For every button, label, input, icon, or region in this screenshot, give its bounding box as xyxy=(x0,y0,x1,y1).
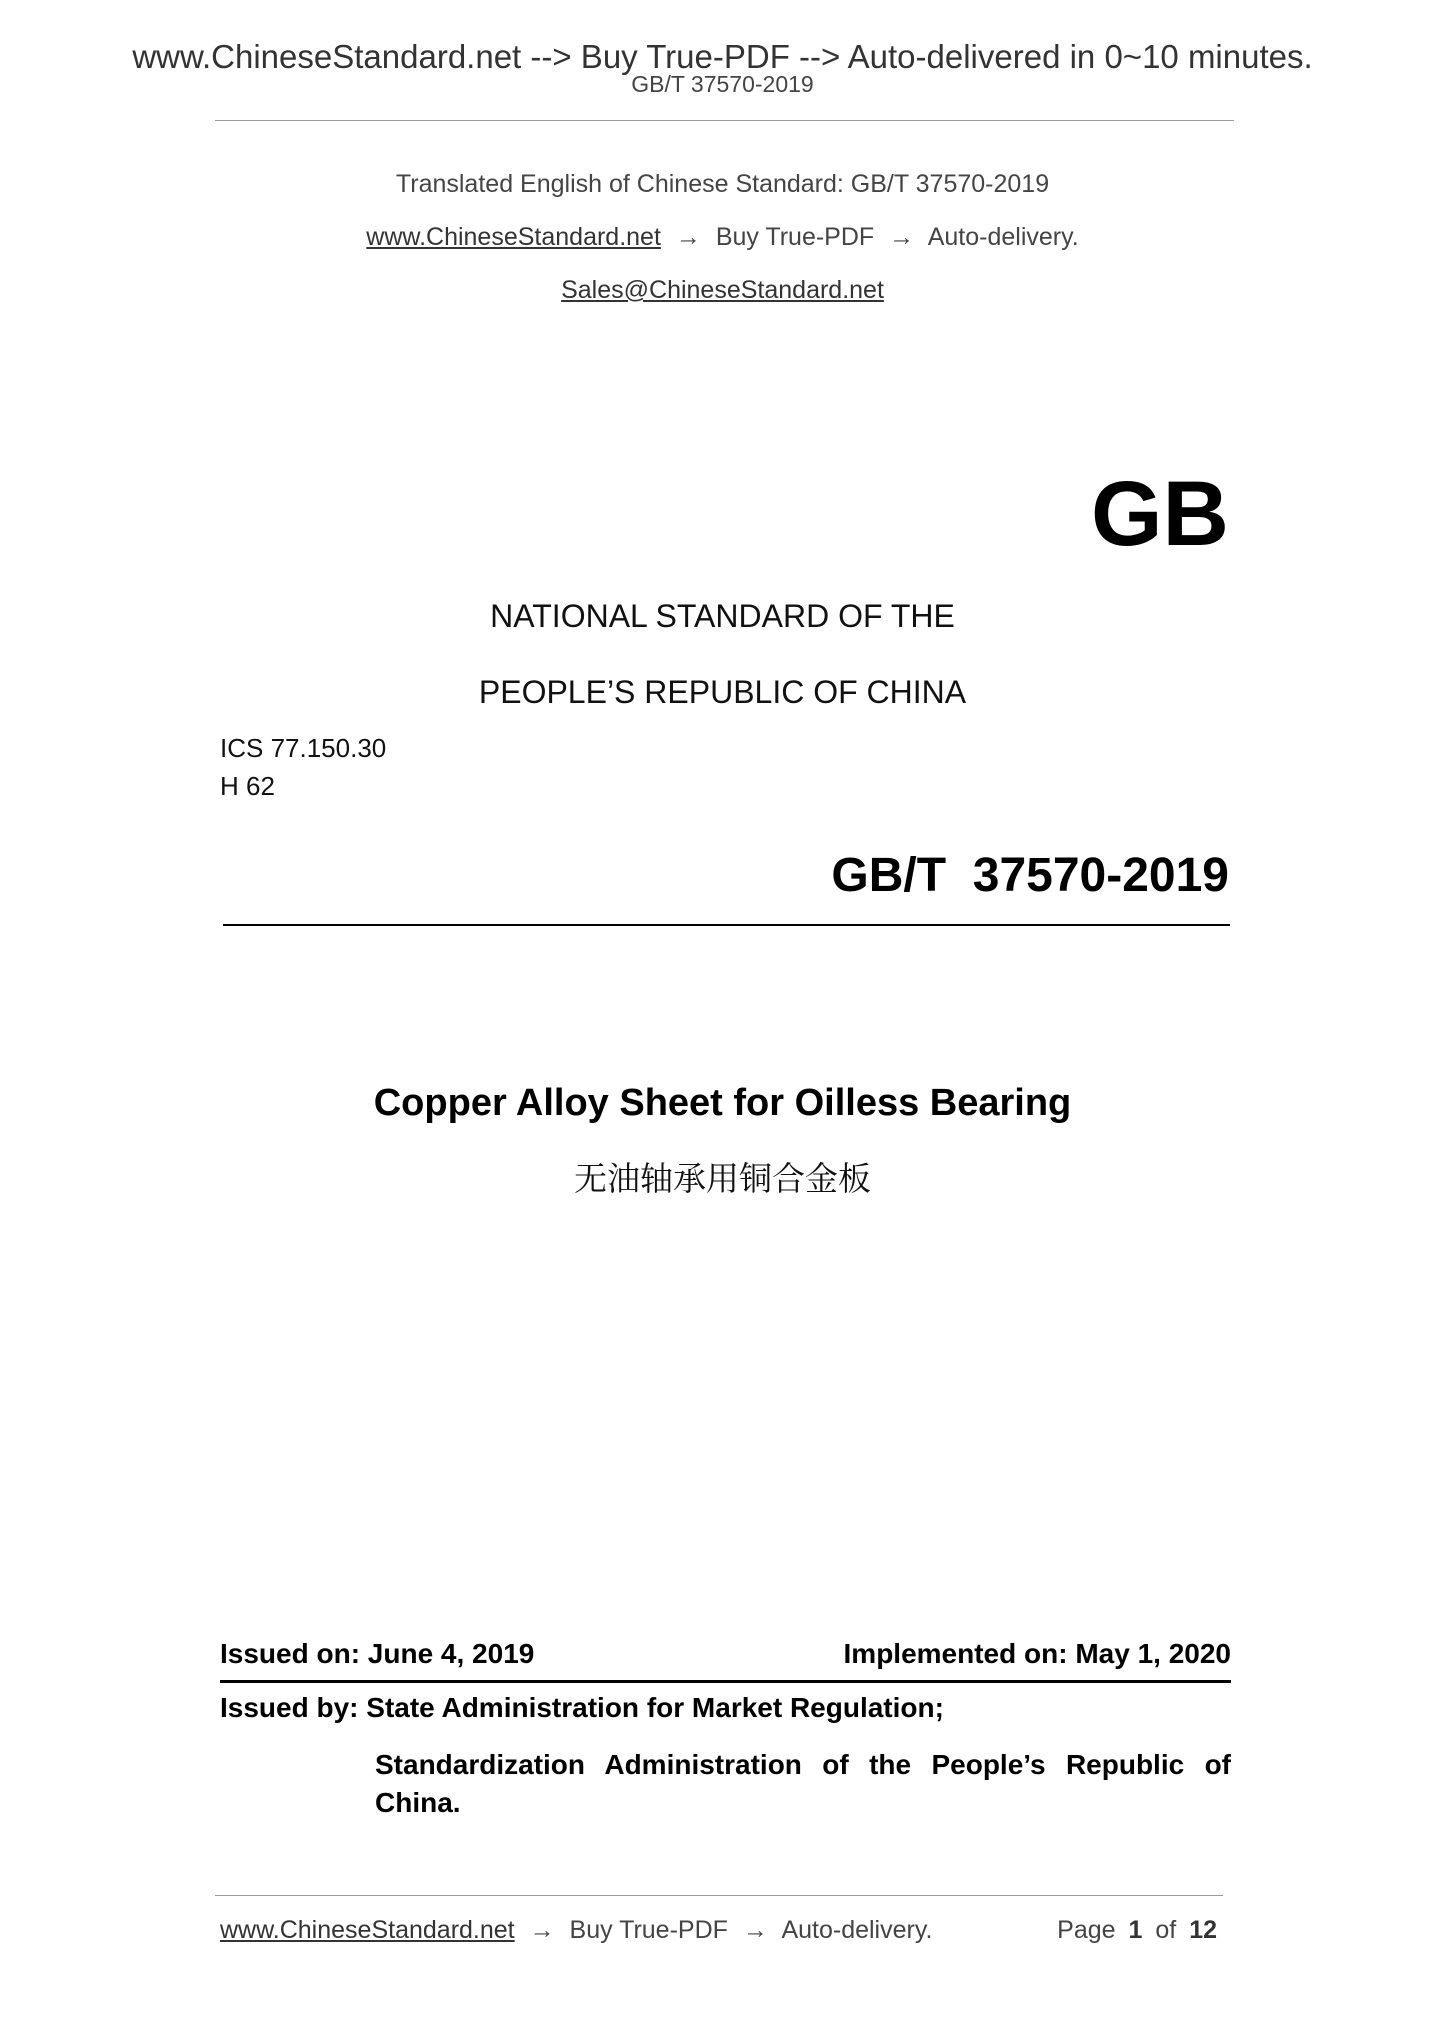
ics-code: ICS 77.150.30 xyxy=(220,733,387,763)
arrow-right-icon: → xyxy=(529,1916,555,1944)
page-indicator xyxy=(1057,1918,1223,1943)
issuer-2: Standardization Administration of the People’s Republic of China. xyxy=(375,1749,1231,1818)
translated-line: Translated English of Chinese Standard: GB/T 37570-2019 xyxy=(395,170,1050,198)
document-title-en: Copper Alloy Sheet for Oilless Bearing xyxy=(373,1082,1072,1124)
ccs-code: H 62 xyxy=(220,771,275,801)
page-total: 12 xyxy=(1189,1916,1217,1944)
page-of: of xyxy=(1155,1916,1177,1944)
footer-site-link[interactable]: www.ChineseStandard.net xyxy=(220,1916,515,1944)
page-label: Page xyxy=(1057,1916,1116,1944)
national-standard-line-1: NATIONAL STANDARD OF THE xyxy=(490,598,955,634)
site-link[interactable]: www.ChineseStandard.net xyxy=(366,223,661,251)
header-divider xyxy=(215,120,1234,121)
footer-purchase-line xyxy=(220,1918,932,1943)
issued-on: Issued on: June 4, 2019 xyxy=(220,1638,535,1669)
national-standard-line-2: PEOPLE’S REPUBLIC OF CHINA xyxy=(478,674,967,710)
running-head: GB/T 37570-2019 xyxy=(631,71,814,97)
purchase-line xyxy=(0,225,1445,250)
arrow-right-icon: → xyxy=(675,223,701,251)
email-line xyxy=(0,278,1445,303)
page-current: 1 xyxy=(1128,1916,1143,1944)
issued-by-label: Issued by: xyxy=(220,1692,359,1723)
document-title-cn: 无油轴承用铜合金板 xyxy=(574,1160,871,1197)
arrow-right-icon: → xyxy=(889,223,915,251)
delivery-text: Auto-delivery. xyxy=(927,223,1079,251)
issuance-dates xyxy=(220,1640,1231,1668)
issuer-1: State Administration for Market Regulation; xyxy=(366,1692,944,1723)
standard-number-divider xyxy=(223,924,1230,926)
top-banner: www.ChineseStandard.net --> Buy True-PDF --> Auto-delivered in 0~10 minutes. xyxy=(132,38,1313,75)
standard-number: GB/T 37570-2019 xyxy=(831,849,1229,902)
email-link[interactable]: Sales@ChineseStandard.net xyxy=(561,276,884,304)
arrow-right-icon: → xyxy=(742,1916,768,1944)
issued-by xyxy=(220,1694,944,1722)
implemented-on: Implemented on: May 1, 2020 xyxy=(843,1638,1231,1669)
footer-delivery-text: Auto-delivery. xyxy=(781,1916,933,1944)
footer-divider xyxy=(215,1895,1223,1896)
gb-logo: GB xyxy=(1091,463,1229,565)
footer-buy-text: Buy True-PDF xyxy=(569,1916,728,1944)
issuance-divider xyxy=(220,1680,1231,1683)
buy-text: Buy True-PDF xyxy=(715,223,875,251)
